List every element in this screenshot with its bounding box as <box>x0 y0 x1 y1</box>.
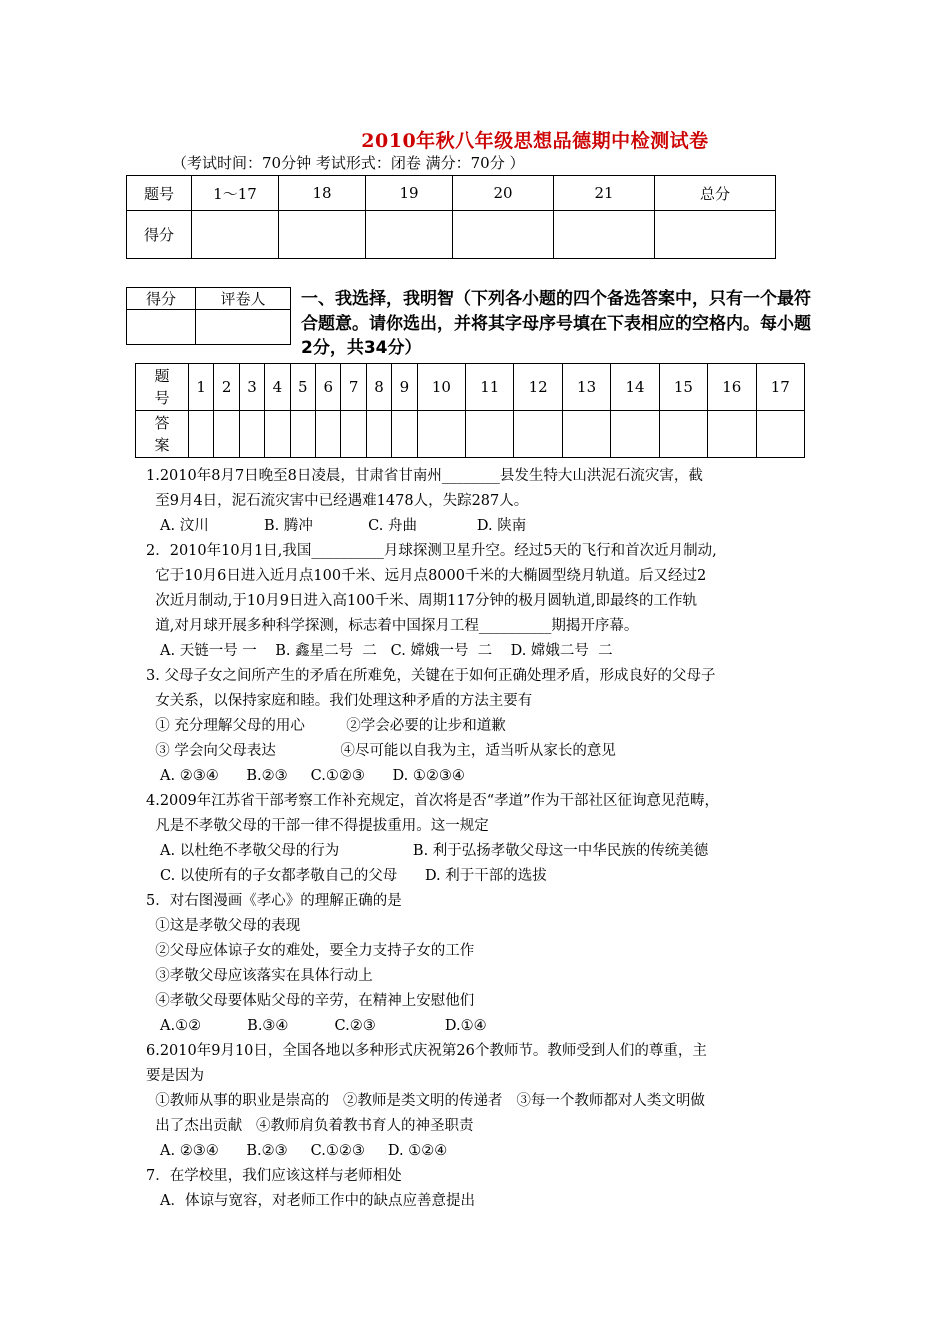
question-options: C. 以使所有的子女都孝敬自己的父母 D. 利于干部的选拔 <box>160 868 547 884</box>
question-line: ④孝敬父母要体贴父母的辛劳，在精神上安慰他们 <box>146 993 475 1009</box>
score-header-cell: 18 <box>279 176 366 211</box>
answer-cell[interactable] <box>290 411 315 458</box>
answer-table <box>135 363 805 458</box>
answer-number-cell: 6 <box>316 364 341 411</box>
question-options: A. ②③④ B.②③ C.①②③ D. ①②③④ <box>160 768 465 784</box>
question <box>146 539 826 664</box>
answer-number-cell: 2 <box>214 364 239 411</box>
answer-cell[interactable] <box>316 411 341 458</box>
answer-number-cell: 14 <box>611 364 659 411</box>
page-title: 2010年秋八年级思想品德期中检测试卷 <box>361 130 709 152</box>
question-line: 3. 父母子女之间所产生的矛盾在所难免，关键在于如何正确处理矛盾，形成良好的父母子 <box>146 668 716 684</box>
question <box>146 464 826 539</box>
question-line: ②父母应体谅子女的难处，要全力支持子女的工作 <box>146 943 475 959</box>
score-cell[interactable] <box>366 211 453 259</box>
question-line: ①这是孝敬父母的表现 <box>146 918 301 934</box>
answer-cell[interactable] <box>562 411 610 458</box>
grader-name-label: 评卷人 <box>196 288 291 310</box>
question-line: 它于10月6日进入近月点100千米、远月点8000千米的大椭圆型绕月轨道。后又经过2 <box>146 568 707 584</box>
question-line: 2．2010年10月1日,我国__________月球探测卫星升空。经过5天的飞行和首次近月制动, <box>146 543 717 559</box>
question-list <box>146 464 826 1214</box>
score-header-cell: 20 <box>453 176 554 211</box>
grader-score-cell[interactable] <box>127 310 196 345</box>
score-header-cell: 21 <box>554 176 655 211</box>
question-options: A.①② B.③④ C.②③ D.①④ <box>160 1018 487 1034</box>
answer-cell[interactable] <box>417 411 465 458</box>
answer-number-cell: 7 <box>341 364 366 411</box>
question-line: 要是因为 <box>146 1068 204 1084</box>
answer-cell[interactable] <box>239 411 264 458</box>
score-header-cell: 题号 <box>127 176 192 211</box>
grader-score-label: 得分 <box>127 288 196 310</box>
answer-cell[interactable] <box>366 411 391 458</box>
score-cell[interactable] <box>192 211 279 259</box>
answer-cell[interactable] <box>189 411 214 458</box>
answer-number-cell: 10 <box>417 364 465 411</box>
score-value-row <box>127 211 776 259</box>
label-char: 答 <box>154 414 170 432</box>
section-lead: 一、我选择，我明智 <box>301 289 454 309</box>
answer-number-cell: 3 <box>239 364 264 411</box>
question-line: ① 充分理解父母的用心 ②学会必要的让步和道歉 <box>146 718 506 734</box>
answer-number-cell: 4 <box>265 364 290 411</box>
answer-input-row <box>136 411 805 458</box>
answer-number-cell: 16 <box>708 364 756 411</box>
answer-cell[interactable] <box>392 411 417 458</box>
answer-number-cell: 12 <box>514 364 562 411</box>
grader-value-row <box>127 310 291 345</box>
question-options: A. 天链一号 一 B. 鑫星二号 二 C. 嫦娥一号 二 D. 嫦娥二号 二 <box>160 643 613 659</box>
question <box>146 1164 826 1214</box>
answer-number-cell: 5 <box>290 364 315 411</box>
score-cell[interactable] <box>655 211 776 259</box>
question-line: ③孝敬父母应该落实在具体行动上 <box>146 968 373 984</box>
answer-number-row <box>136 364 805 411</box>
answer-number-cell: 13 <box>562 364 610 411</box>
question-options: A. 以杜绝不孝敬父母的行为 B. 利于弘扬孝敬父母这一中华民族的传统美德 <box>160 843 709 859</box>
question-line: 5．对右图漫画《孝心》的理解正确的是 <box>146 893 402 909</box>
question <box>146 1039 826 1164</box>
question-line: 1.2010年8月7日晚至8日凌晨，甘肃省甘南州________县发生特大山洪泥石流灾害，截 <box>146 468 703 484</box>
answer-cell[interactable] <box>756 411 805 458</box>
answer-cell[interactable] <box>611 411 659 458</box>
answer-number-cell: 15 <box>659 364 707 411</box>
question <box>146 889 826 1039</box>
section-heading <box>301 287 821 361</box>
score-table <box>126 175 776 259</box>
answer-number-cell: 1 <box>189 364 214 411</box>
grader-header-row <box>127 288 291 310</box>
score-row-label: 得分 <box>127 211 192 259</box>
answer-row1-label <box>136 364 189 411</box>
question-line: 至9月4日，泥石流灾害中已经遇难1478人，失踪287人。 <box>146 493 529 509</box>
score-header-row <box>127 176 776 211</box>
question-options: A．体谅与宽容，对老师工作中的缺点应善意提出 <box>160 1193 475 1209</box>
answer-cell[interactable] <box>708 411 756 458</box>
question <box>146 664 826 789</box>
answer-row2-label <box>136 411 189 458</box>
question-line: 出了杰出贡献 ④教师肩负着教书育人的神圣职责 <box>146 1118 474 1134</box>
label-char: 案 <box>154 436 170 454</box>
question-line: 女关系，以保持家庭和睦。我们处理这种矛盾的方法主要有 <box>146 693 533 709</box>
question-line: 凡是不孝敬父母的干部一律不得提拔重用。这一规定 <box>146 818 489 834</box>
label-char: 号 <box>154 389 170 407</box>
answer-number-cell: 8 <box>366 364 391 411</box>
score-cell[interactable] <box>453 211 554 259</box>
answer-number-cell: 17 <box>756 364 805 411</box>
answer-cell[interactable] <box>514 411 562 458</box>
exam-info: （考试时间：70分钟 考试形式：闭卷 满分：70分 ） <box>172 154 525 172</box>
question-line: ③ 学会向父母表达 ④尽可能以自我为主，适当听从家长的意见 <box>146 743 616 759</box>
question-line: 次近月制动,于10月9日进入高100千米、周期117分钟的极月圆轨道,即最终的工作轨 <box>146 593 697 609</box>
answer-cell[interactable] <box>659 411 707 458</box>
question-line: 4.2009年江苏省干部考察工作补充规定，首次将是否“孝道”作为干部社区征询意见范畴， <box>146 793 720 809</box>
question <box>146 789 826 889</box>
grader-table <box>126 287 291 345</box>
question-line: ①教师从事的职业是崇高的 ②教师是类文明的传递者 ③每一个教师都对人类文明做 <box>146 1093 705 1109</box>
answer-number-cell: 11 <box>466 364 514 411</box>
answer-cell[interactable] <box>466 411 514 458</box>
question-line: 7．在学校里，我们应该这样与老师相处 <box>146 1168 402 1184</box>
label-char: 题 <box>154 367 170 385</box>
grader-name-cell[interactable] <box>196 310 291 345</box>
section-instructions: （下列各小题的四个备选答案中，只有一个最符合题意。请你选出，并将其字母序号填在下表相应的空格内。每小题2分，共34分） <box>301 289 811 358</box>
question-options: A. 汶川 B. 腾冲 C. 舟曲 D. 陕南 <box>160 518 527 534</box>
question-line: 6.2010年9月10日，全国各地以多种形式庆祝第26个教师节。教师受到人们的尊重，主 <box>146 1043 707 1059</box>
score-cell[interactable] <box>279 211 366 259</box>
score-cell[interactable] <box>554 211 655 259</box>
answer-cell[interactable] <box>265 411 290 458</box>
answer-number-cell: 9 <box>392 364 417 411</box>
question-options: A. ②③④ B.②③ C.①②③ D. ①②④ <box>160 1143 448 1159</box>
answer-cell[interactable] <box>214 411 239 458</box>
question-line: 道,对月球开展多种科学探测，标志着中国探月工程__________期揭开序幕。 <box>146 618 639 634</box>
score-header-cell: 1～17 <box>192 176 279 211</box>
answer-cell[interactable] <box>341 411 366 458</box>
score-header-cell: 19 <box>366 176 453 211</box>
score-header-cell: 总分 <box>655 176 776 211</box>
